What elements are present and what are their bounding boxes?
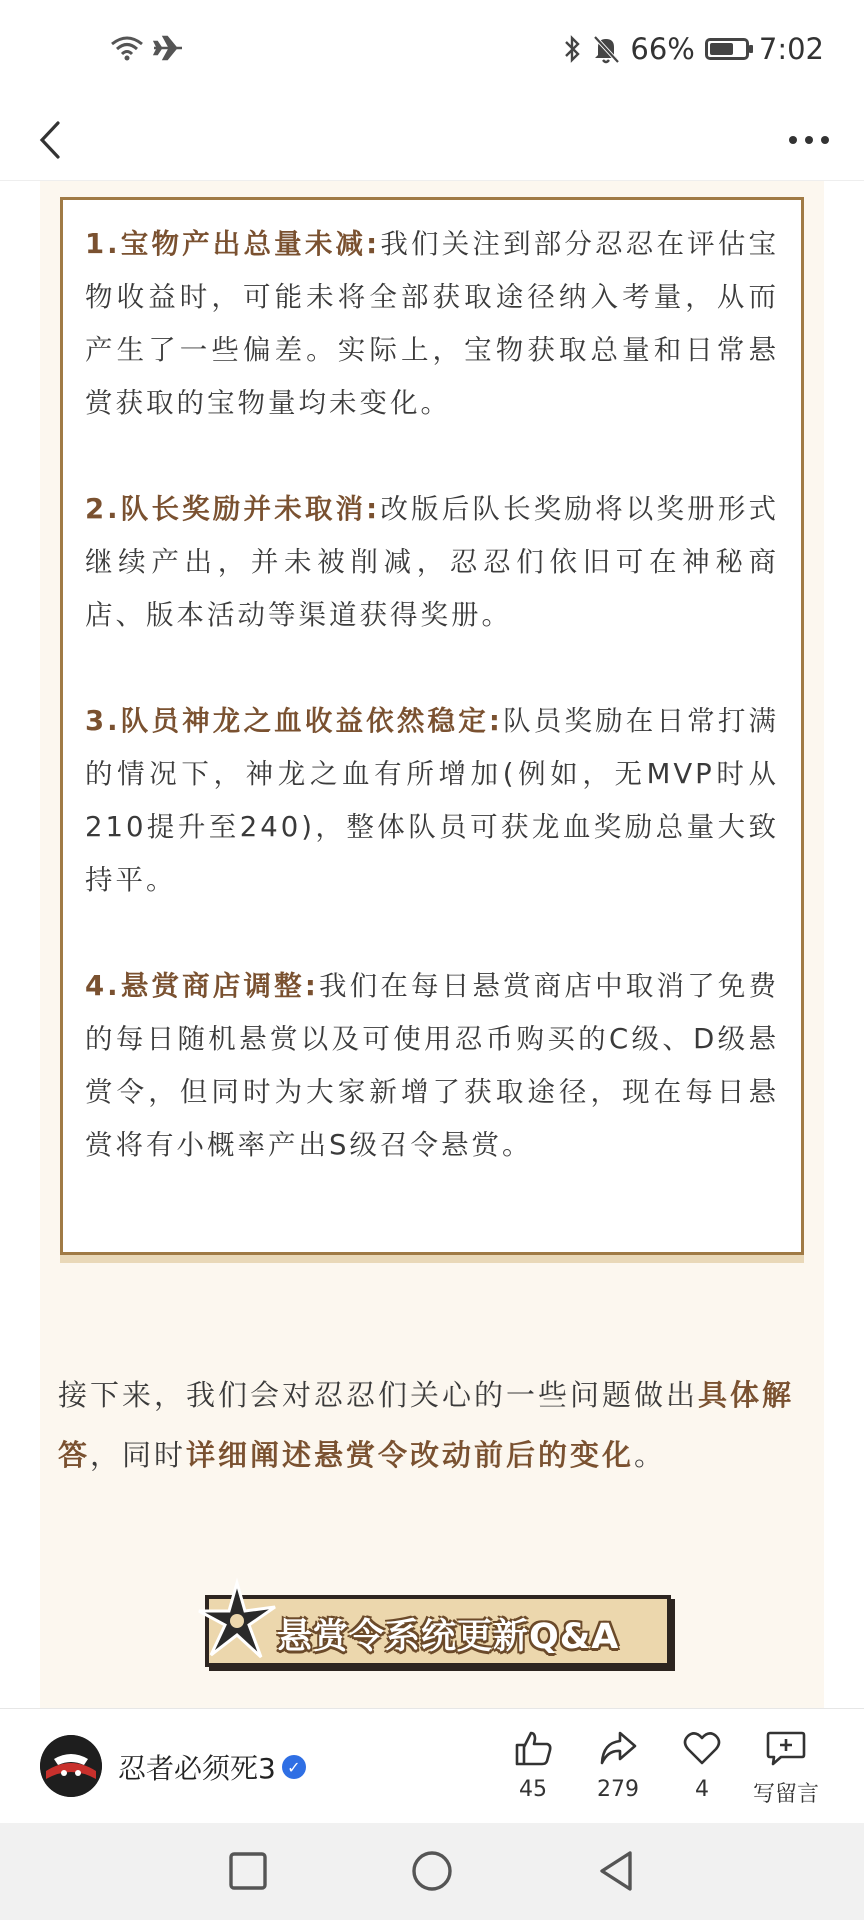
- banner-title: 悬赏令系统更新Q&A: [277, 1617, 620, 1657]
- heart-icon: [682, 1729, 722, 1767]
- clock-time: 7:02: [758, 32, 824, 66]
- author-name: 忍者必须死3: [118, 1752, 276, 1785]
- battery-icon: [705, 38, 749, 60]
- status-left: [110, 34, 184, 62]
- favorite-count: 4: [695, 1777, 709, 1802]
- point-body: 我们在每日悬赏商店中取消了免费的每日随机悬赏以及可使用忍币购买的C级、D级悬赏令，但同时为大家新增了获取途径，现在每日悬赏将有小概率产出S级召令悬赏。: [85, 970, 780, 1161]
- point-body: 队员奖励在日常打满的情况下，神龙之血有所增加(例如，无MVP时从210提升至240)，整体队员可获龙血奖励总量大致持平。: [85, 705, 780, 896]
- share-count: 279: [597, 1777, 639, 1802]
- qa-section-banner: [205, 1589, 675, 1671]
- point-3: [85, 695, 779, 907]
- notice-points: [85, 218, 779, 1225]
- system-nav-bar: [0, 1823, 864, 1920]
- chevron-left-icon: [42, 123, 58, 157]
- comment-label: 写留言: [752, 1782, 819, 1807]
- like-button[interactable]: [493, 1729, 573, 1802]
- outro-text: ，同时: [90, 1438, 187, 1472]
- recent-apps-button[interactable]: [222, 1845, 274, 1897]
- outro-highlight: 详细阐述悬赏令改动前后的变化: [186, 1438, 635, 1472]
- outro-text: 接下来，我们会对忍忍们关心的一些问题做出: [58, 1378, 699, 1412]
- point-heading: 1.宝物产出总量未减:: [85, 228, 381, 260]
- comment-button[interactable]: [746, 1729, 826, 1808]
- point-body: 我们关注到部分忍忍在评估宝物收益时，可能未将全部获取途径纳入考量，从而产生了一些偏差。实际上，宝物获取总量和日常悬赏获取的宝物量均未变化。: [85, 228, 780, 419]
- article-content: [0, 180, 864, 1709]
- title-bar: [0, 105, 864, 180]
- outro-text: 。: [634, 1438, 667, 1472]
- status-right: [562, 32, 824, 66]
- home-button[interactable]: [406, 1845, 458, 1897]
- circle-icon: [414, 1853, 450, 1889]
- triangle-back-icon: [602, 1853, 630, 1889]
- ninja-avatar-icon: [40, 1735, 102, 1797]
- status-bar: [0, 0, 864, 105]
- point-4: [85, 960, 779, 1172]
- point-heading: 4.悬赏商店调整:: [85, 970, 319, 1002]
- bluetooth-icon: [562, 34, 582, 64]
- article-action-bar: [0, 1708, 864, 1824]
- wifi-icon: [110, 35, 144, 61]
- favorite-button[interactable]: [662, 1729, 742, 1802]
- outro-highlight: 具体解答: [58, 1378, 795, 1472]
- back-button[interactable]: [26, 115, 76, 165]
- share-button[interactable]: [578, 1729, 658, 1802]
- comment-add-icon: [765, 1729, 807, 1767]
- battery-percent: 66%: [630, 32, 695, 66]
- author-avatar[interactable]: [40, 1735, 102, 1797]
- battery-fill: [710, 43, 733, 55]
- like-count: 45: [519, 1777, 547, 1802]
- outro-paragraph: [58, 1365, 810, 1485]
- point-2: [85, 483, 779, 642]
- verified-badge-icon: ✓: [282, 1755, 306, 1779]
- airplane-icon: [152, 34, 184, 62]
- system-back-button[interactable]: [590, 1845, 642, 1897]
- share-arrow-icon: [598, 1729, 638, 1767]
- point-heading: 3.队员神龙之血收益依然稳定:: [85, 705, 503, 737]
- more-horizontal-icon: [789, 136, 829, 144]
- point-body: 改版后队长奖励将以奖册形式继续产出，并未被削减，忍忍们依旧可在神秘商店、版本活动等渠道获得奖册。: [85, 493, 780, 631]
- more-options-button[interactable]: [784, 120, 834, 160]
- bell-off-icon: [592, 34, 620, 64]
- notice-frame: [60, 197, 804, 1255]
- author-name-row[interactable]: [118, 1747, 306, 1787]
- point-1: [85, 218, 779, 430]
- thumbs-up-icon: [513, 1729, 553, 1767]
- shuriken-icon: [195, 1577, 279, 1663]
- square-icon: [231, 1854, 265, 1888]
- point-heading: 2.队长奖励并未取消:: [85, 493, 381, 525]
